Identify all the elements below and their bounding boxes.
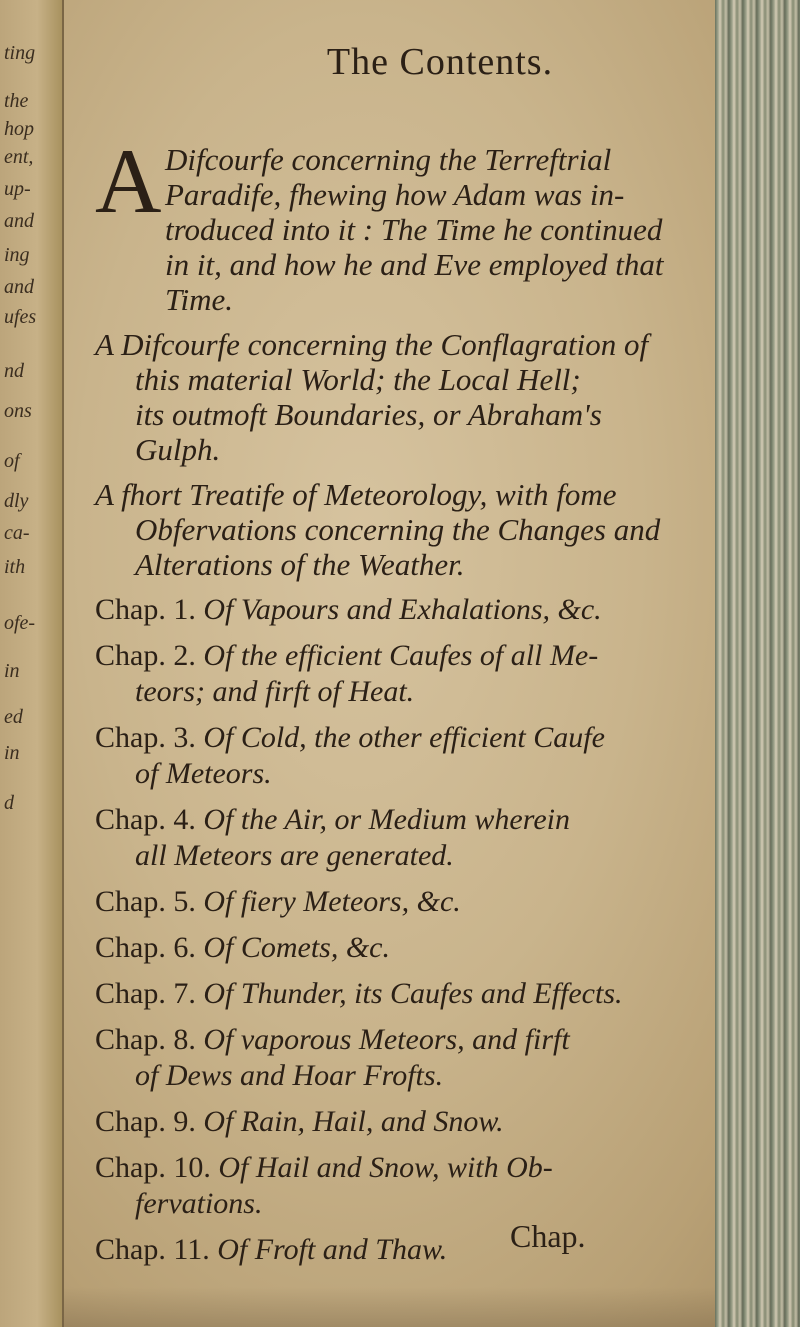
entry-line: A fhort Treatife of Meteorology, with fome [95, 477, 617, 512]
facing-fragment: ons [4, 400, 32, 422]
facing-fragment: ed [4, 706, 23, 728]
chapter-title-line: fervations. [135, 1187, 263, 1220]
contents-entry [95, 327, 695, 467]
chapter-entry [95, 720, 695, 792]
chapter-number: Chap. 5. [95, 885, 196, 918]
chapter-list [95, 592, 695, 1268]
entry-line: Difcourfe concerning the Terreftrial [165, 142, 612, 177]
entry-line: Paradife, fhewing how Adam was in- [165, 177, 625, 212]
chapter-number: Chap. 10. [95, 1151, 211, 1184]
facing-fragment: ent, [4, 146, 34, 168]
page-title: The Contents. [326, 41, 554, 83]
chapter-number: Chap. 3. [95, 721, 196, 754]
entry-line: A Difcourfe concerning the Conflagration of [95, 327, 649, 362]
page-shadow [62, 1287, 715, 1327]
chapter-title-line: Of the efficient Caufes of all Me- [203, 639, 599, 672]
facing-fragment: ca- [4, 522, 30, 544]
chapter-title-line: of Dews and Hoar Frofts. [135, 1059, 444, 1092]
chapter-number: Chap. 8. [95, 1023, 196, 1056]
chapter-title-line: Of Cold, the other efficient Caufe [203, 721, 605, 754]
facing-fragment: hop [4, 118, 34, 140]
entry-line: Time. [165, 282, 234, 317]
facing-page-edge [0, 0, 64, 1327]
chapter-title-line: Of Froft and Thaw. [217, 1233, 448, 1266]
contents-entry [95, 130, 695, 317]
chapter-title-line: Of Thunder, its Caufes and Effects. [203, 977, 623, 1010]
chapter-number: Chap. 11. [95, 1233, 210, 1266]
chapter-entry [95, 884, 695, 920]
entry-line: this material World; the Local Hell; [135, 362, 581, 397]
chapter-title-line: Of Rain, Hail, and Snow. [203, 1105, 504, 1138]
facing-fragment: in [4, 742, 20, 764]
facing-fragment: d [4, 792, 14, 814]
facing-fragment: of [4, 450, 20, 472]
entry-line: troduced into it : The Time he continued [165, 212, 663, 247]
page-edge-gutter [715, 0, 800, 1327]
facing-fragment: nd [4, 360, 24, 382]
facing-fragment: and [4, 276, 34, 298]
chapter-number: Chap. 6. [95, 931, 196, 964]
chapter-entry [95, 1150, 695, 1222]
chapter-title-line: Of vaporous Meteors, and firft [203, 1023, 570, 1056]
contents-entries [95, 130, 695, 582]
chapter-entry [95, 638, 695, 710]
chapter-title-line: teors; and firft of Heat. [135, 675, 415, 708]
facing-fragment: up- [4, 178, 31, 200]
catchword: Chap. [510, 1218, 586, 1254]
chapter-title-line: Of Comets, &c. [203, 931, 390, 964]
chapter-entry [95, 1104, 695, 1140]
chapter-title-line: Of Hail and Snow, with Ob- [218, 1151, 553, 1184]
chapter-title-line: Of the Air, or Medium wherein [203, 803, 570, 836]
chapter-number: Chap. 7. [95, 977, 196, 1010]
entry-line: Gulph. [135, 432, 221, 467]
contents-entry [95, 477, 695, 582]
chapter-entry [95, 930, 695, 966]
chapter-entry [95, 1022, 695, 1094]
entry-line: in it, and how he and Eve employed that [165, 247, 664, 282]
chapter-number: Chap. 4. [95, 803, 196, 836]
facing-fragment: ufes [4, 306, 37, 328]
facing-fragment: ing [4, 244, 30, 266]
chapter-entry [95, 802, 695, 874]
chapter-number: Chap. 2. [95, 639, 196, 672]
contents-body [95, 40, 695, 1278]
facing-fragment: ting [4, 42, 36, 64]
facing-fragment: and [4, 210, 34, 232]
entry-line: Obfervations concerning the Changes and [135, 512, 661, 547]
chapter-title-line: Of Vapours and Exhalations, &c. [203, 593, 602, 626]
facing-fragment: the [4, 90, 29, 112]
chapter-entry [95, 592, 695, 628]
facing-fragment: in [4, 660, 20, 682]
chapter-title-line: Of fiery Meteors, &c. [203, 885, 461, 918]
facing-fragment: ofe- [4, 612, 36, 634]
facing-fragment: ith [4, 556, 26, 578]
chapter-title-line: all Meteors are generated. [135, 839, 454, 872]
chapter-title-line: of Meteors. [135, 757, 272, 790]
entry-line: Alterations of the Weather. [135, 547, 465, 582]
chapter-entry [95, 976, 695, 1012]
chapter-number: Chap. 1. [95, 593, 196, 626]
chapter-number: Chap. 9. [95, 1105, 196, 1138]
drop-cap: A [95, 130, 162, 232]
facing-fragment: dly [4, 490, 29, 512]
entry-line: its outmoft Boundaries, or Abraham's [135, 397, 602, 432]
chapter-entry [95, 1232, 695, 1268]
